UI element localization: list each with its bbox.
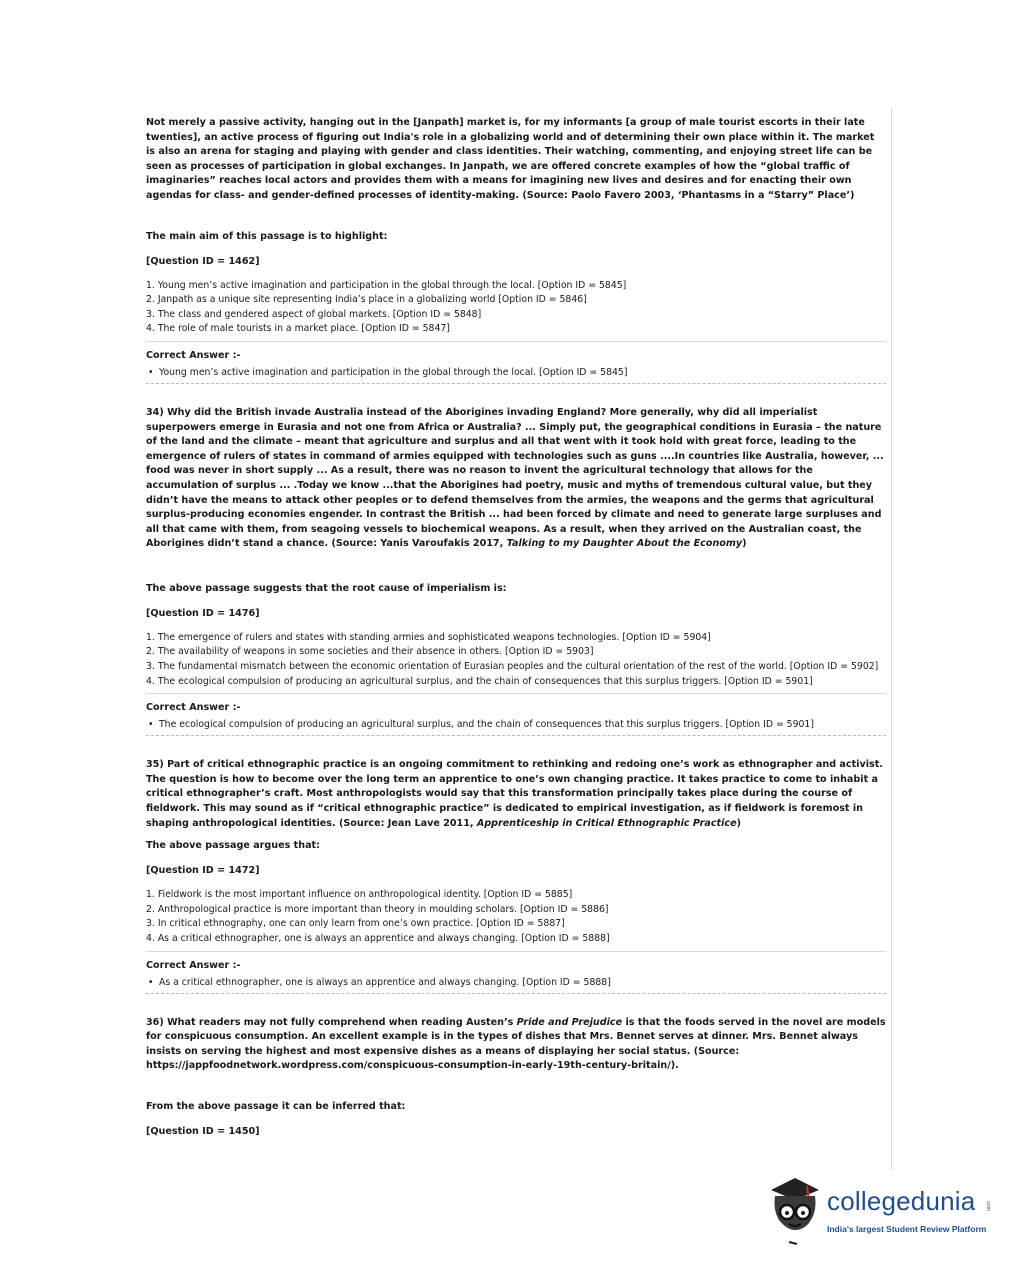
options-list-34 xyxy=(146,631,886,689)
passage-1: Not merely a passive activity, hanging out in the [Janpath] market is, for my informants [a group of male tourist escorts in their late twenties], an active process of figuring out India's role in a globalizing world and of determining their own place within it. The market is also an arena for staging and playing with gender and class identities. Their watching, commenting, and enjoying street life can be seen as processes of participation in global exchanges. In Janpath, we are offered concrete examples of how the “global traffic of imaginaries” reaches local actors and provides them with a means for imagining new lives and desires and for enacting their own agendas for class- and gender-defined processes of identity-making. (Source: Paolo Favero 2003, ‘Phantasms in a “Starry” Place’) xyxy=(146,117,875,201)
passage-36-text: 36) What readers may not fully comprehend when reading Austen’s xyxy=(146,1016,517,1028)
question-prompt-35: The above passage argues that: xyxy=(146,840,320,852)
bullet-icon: • xyxy=(148,719,154,731)
question-id-1: [Question ID = 1462] xyxy=(146,255,260,267)
question-prompt-36: From the above passage it can be inferred that: xyxy=(146,1100,406,1112)
option-35-4: 4. As a critical ethnographer, one is always an apprentice and always changing. [Option ID = 5888] xyxy=(146,933,610,944)
question-prompt-34: The above passage suggests that the root cause of imperialism is: xyxy=(146,582,507,594)
passage-36-text-end: is that the foods served in the novel are models for conspicuous consumption. An excellent example is in the types of dishes that Mrs. Bennet serves at dinner. Mrs. Bennet always insists on serving the highest and most expensive dishes as a means of displaying her social status. (Source: https://jappfoodnetwork.wordpress.com/conspicuous-consumption-in-early-19th-century-britain/). xyxy=(146,1016,886,1072)
collegedunia-logo xyxy=(765,1176,1005,1246)
passage-34-text: 34) Why did the British invade Australia instead of the Aborigines invading England? More generally, why did all imperialist superpowers emerge in Eurasia and not one from Africa or Australia? ... Simply put, the geographical conditions in Eurasia – the nature of the land and the climate – meant that agriculture and surplus and all that went with it took hold with great force, leading to the emergence of rulers of states in command of armies equipped with technologies such as guns ....In countries like Australia, however, ... food was never in short supply ... As a result, there was no reason to invent the agricultural technology that allows for the accumulation of surplus ... .Today we know ...that the Aborigines had poetry, music and myths of tremendous cultural value, but they didn’t have the means to attack other peoples or to defend themselves from the armies, the weapons and the germs that agricultural surplus-producing economies engender. In contrast the British ... had been forced by climate and need to generate large surpluses and all that came with them, from seagoing vessels to biochemical weapons. As a result, when they arrived on the Australian coast, the Aborigines didn’t stand a chance. (Source: Yanis Varoufakis 2017, xyxy=(146,406,884,550)
passage-35-text-end: ) xyxy=(736,817,741,829)
correct-answer-label-35: Correct Answer :- xyxy=(146,959,241,971)
option-34-4: 4. The ecological compulsion of producing an agricultural surplus, and the chain of consequences that this surplus triggers. [Option ID = 5901] xyxy=(146,675,813,687)
question-id-35: [Question ID = 1472] xyxy=(146,865,260,877)
bullet-icon: • xyxy=(148,976,154,988)
passage-34 xyxy=(146,406,886,552)
option-34-3: 3. The fundamental mismatch between the economic orientation of Eurasian peoples and the cultural orientation of the rest of the world. [Option ID = 5902] xyxy=(146,661,879,673)
option-34-1: 1. The emergence of rulers and states with standing armies and sophisticated weapons technologies. [Option ID = 5904] xyxy=(146,631,711,643)
option-1-1: 1. Young men’s active imagination and participation in the global through the local. [Option ID = 5845] xyxy=(146,279,627,291)
passage-35 xyxy=(146,758,886,831)
options-list-1 xyxy=(146,279,886,337)
correct-answer-35 xyxy=(146,976,886,990)
correct-answer-1 xyxy=(146,366,886,380)
correct-answer-label-1: Correct Answer :- xyxy=(146,349,241,361)
mascot-icon xyxy=(765,1176,825,1246)
passage-35-text: 35) Part of critical ethnographic practice is an ongoing commitment to rethinking and redoing one’s work as ethnographer and activist. The question is how to become over the long term an apprentice to one’s own changing practice. It takes practice to come to inhabit a critical ethnographer’s craft. Most anthropologists would say that this transformation principally takes place during the course of fieldwork. This may sound as if “critical ethnographic practice” is dedicated to empirical investigation, as if fieldwork is foremost in shaping anthropological identities. (Source: Jean Lave 2011, xyxy=(146,759,883,829)
correct-answer-34 xyxy=(146,718,886,732)
passage-35-source-title: Apprenticeship in Critical Ethnographic Practice xyxy=(476,817,737,829)
options-list-35 xyxy=(146,888,886,946)
passage-34-text-end: ) xyxy=(742,538,747,550)
brand-name: collegedunia xyxy=(827,1186,976,1216)
passage-36-source-title: Pride and Prejudice xyxy=(516,1016,623,1028)
option-1-3: 3. The class and gendered aspect of global markets. [Option ID = 5848] xyxy=(146,308,482,320)
question-id-36: [Question ID = 1450] xyxy=(146,1125,260,1137)
option-34-2: 2. The availability of weapons in some societies and their absence in others. [Option ID = 5903] xyxy=(146,646,594,658)
passage-34-source-title: Talking to my Daughter About the Economy xyxy=(506,538,743,550)
question-id-34: [Question ID = 1476] xyxy=(146,607,260,619)
option-1-4: 4. The role of male tourists in a market place. [Option ID = 5847] xyxy=(146,323,450,335)
correct-answer-text-35: As a critical ethnographer, one is always an apprentice and always changing. [Option ID = 5888] xyxy=(159,976,611,988)
passage-36 xyxy=(146,1016,886,1074)
correct-answer-label-34: Correct Answer :- xyxy=(146,702,241,714)
option-35-3: 3. In critical ethnography, one can only learn from one’s own practice. [Option ID = 5887] xyxy=(146,918,565,930)
option-35-2: 2. Anthropological practice is more important than theory in moulding scholars. [Option ID = 5886] xyxy=(146,903,609,915)
option-35-1: 1. Fieldwork is the most important influence on anthropological identity. [Option ID = 5885] xyxy=(146,889,573,901)
bullet-icon: • xyxy=(148,366,154,378)
document-page xyxy=(130,108,892,1170)
correct-answer-text-34: The ecological compulsion of producing an agricultural surplus, and the chain of consequences that this surplus triggers. [Option ID = 5901] xyxy=(159,719,814,731)
option-1-2: 2. Janpath as a unique site representing India’s place in a globalizing world [Option ID = 5846] xyxy=(146,294,587,306)
brand-tagline: India's largest Student Review Platform xyxy=(827,1224,987,1234)
question-prompt-1: The main aim of this passage is to highlight: xyxy=(146,230,388,242)
brand-suffix: .com xyxy=(985,1200,991,1211)
correct-answer-text-1: Young men’s active imagination and participation in the global through the local. [Option ID = 5845] xyxy=(159,366,628,378)
